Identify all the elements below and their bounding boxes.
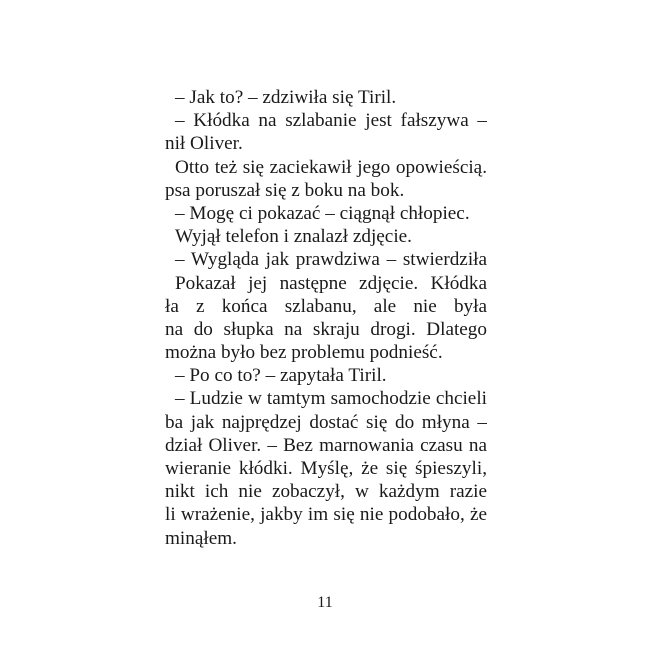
text-line: ba jak najprędzej dostać się do młyna – [165, 411, 487, 433]
page-number: 11 [317, 594, 333, 611]
text-line: nił Oliver. [165, 133, 243, 155]
text-line: – Wygląda jak prawdziwa – stwierdziła [175, 249, 487, 271]
text-line: minąłem. [165, 527, 237, 549]
text-line: ła z końca szlabanu, ale nie była [165, 295, 487, 317]
text-line: Wyjął telefon i znalazł zdjęcie. [175, 226, 412, 248]
text-line: nikt ich nie zobaczył, w każdym razie [165, 481, 487, 503]
text-line: Otto też się zaciekawił jego opowieścią. [175, 156, 487, 178]
text-line: na do słupka na skraju drogi. Dlatego [165, 318, 487, 340]
text-line: psa poruszał się z boku na bok. [165, 179, 405, 201]
text-line: wieranie kłódki. Myślę, że się śpieszyli, [165, 458, 487, 479]
body-text [165, 86, 487, 550]
text-line: – Po co to? – zapytała Tiril. [175, 365, 387, 387]
text-line: można było bez problemu podnieść. [165, 342, 443, 364]
text-line: – Ludzie w tamtym samochodzie chcieli [175, 388, 487, 410]
text-line: – Mogę ci pokazać – ciągnął chłopiec. [175, 202, 470, 224]
text-line: dział Oliver. – Bez marnowania czasu na [165, 434, 487, 456]
text-line: – Kłódka na szlabanie jest fałszywa – [175, 110, 487, 132]
text-line: li wrażenie, jakby im się nie podobało, że [165, 504, 487, 526]
text-line: – Jak to? – zdziwiła się Tiril. [175, 87, 397, 108]
text-line: Pokazał jej następne zdjęcie. Kłódka [175, 272, 487, 294]
